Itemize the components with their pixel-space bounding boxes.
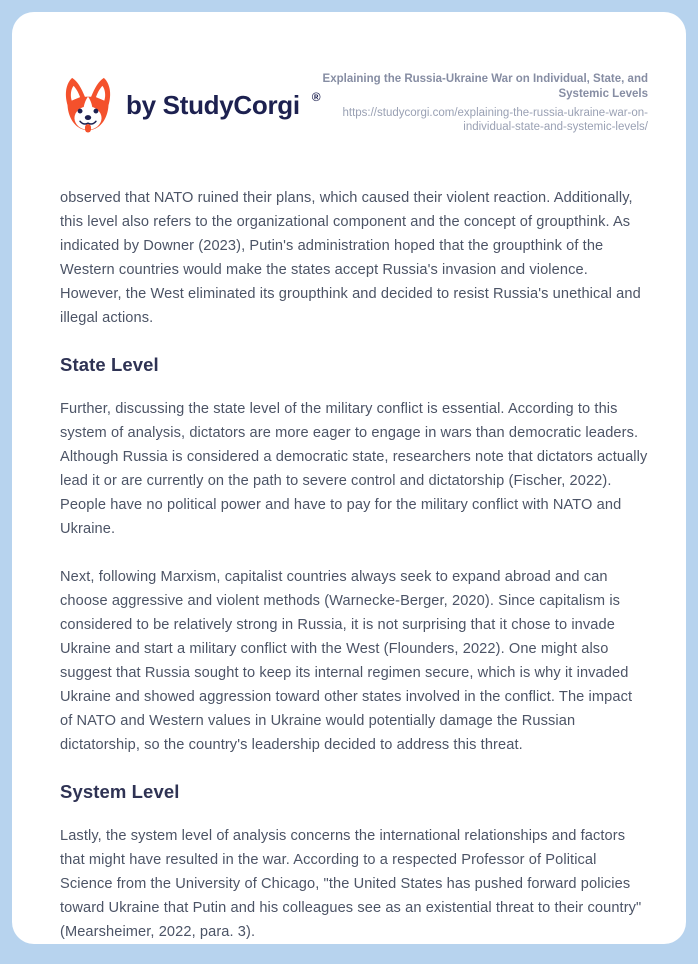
corgi-icon — [60, 76, 116, 134]
document-title: Explaining the Russia-Ukraine War on Individual, State, and Systemic Levels — [322, 73, 648, 100]
document-url-link[interactable]: https://studycorgi.com/explaining-the-russia-ukraine-war-on-individual-state-and-systemic-levels/ — [342, 107, 648, 133]
paragraph-state-level-1: Further, discussing the state level of the military conflict is essential. According to this system of analysis, dictators are more eager to engage in wars than democratic leaders. Although Russia is considered a democratic state, researchers note that dictators actually lead it or are currently on the path to severe control and dictatorship (Fischer, 2022). People have no political power and have to pay for the military conflict with NATO and Ukraine. — [60, 401, 648, 537]
heading-system-level: System Level — [60, 781, 180, 802]
document-meta — [319, 68, 648, 134]
brand-name: by StudyCorgi — [126, 89, 300, 120]
document-card — [12, 12, 686, 944]
heading-state-level: State Level — [60, 354, 159, 375]
registered-trademark: ® — [311, 90, 321, 104]
paragraph-system-level: Lastly, the system level of analysis concerns the international relationships and factors that might have resulted in the war. According to a respected Professor of Political Science from the University of Chicago, "the United States has pushed forward policies toward Ukraine that Putin and his colleagues see as an existential threat to their country" (Mearsheimer, 2022, para. 3). — [60, 828, 642, 940]
document-header — [60, 68, 648, 134]
article-body — [60, 186, 648, 944]
studycorgi-brand — [60, 76, 319, 134]
paragraph-individual-level-cont: observed that NATO ruined their plans, which caused their violent reaction. Additionally, this level also refers to the organizational component and the concept of groupthink. As indicated by Downer (2023), Putin's administration hoped that the groupthink of the Western countries would make the states accept Russia's invasion and violence. However, the West eliminated its groupthink and decided to resist Russia's unethical and illegal actions. — [60, 190, 641, 326]
paragraph-state-level-2: Next, following Marxism, capitalist countries always seek to expand abroad and can choose aggressive and violent methods (Warnecke-Berger, 2020). Since capitalism is considered to be relatively strong in Russia, it is not surprising that it chose to invade Ukraine and start a military conflict with the West (Flounders, 2022). One might also suggest that Russia sought to keep its internal regimen secure, which is why it invaded Ukraine and showed aggression toward other states involved in the conflict. The impact of NATO and Western values in Ukraine would potentially damage the Russian dictatorship, so the country's leadership decided to address this threat. — [60, 569, 633, 753]
